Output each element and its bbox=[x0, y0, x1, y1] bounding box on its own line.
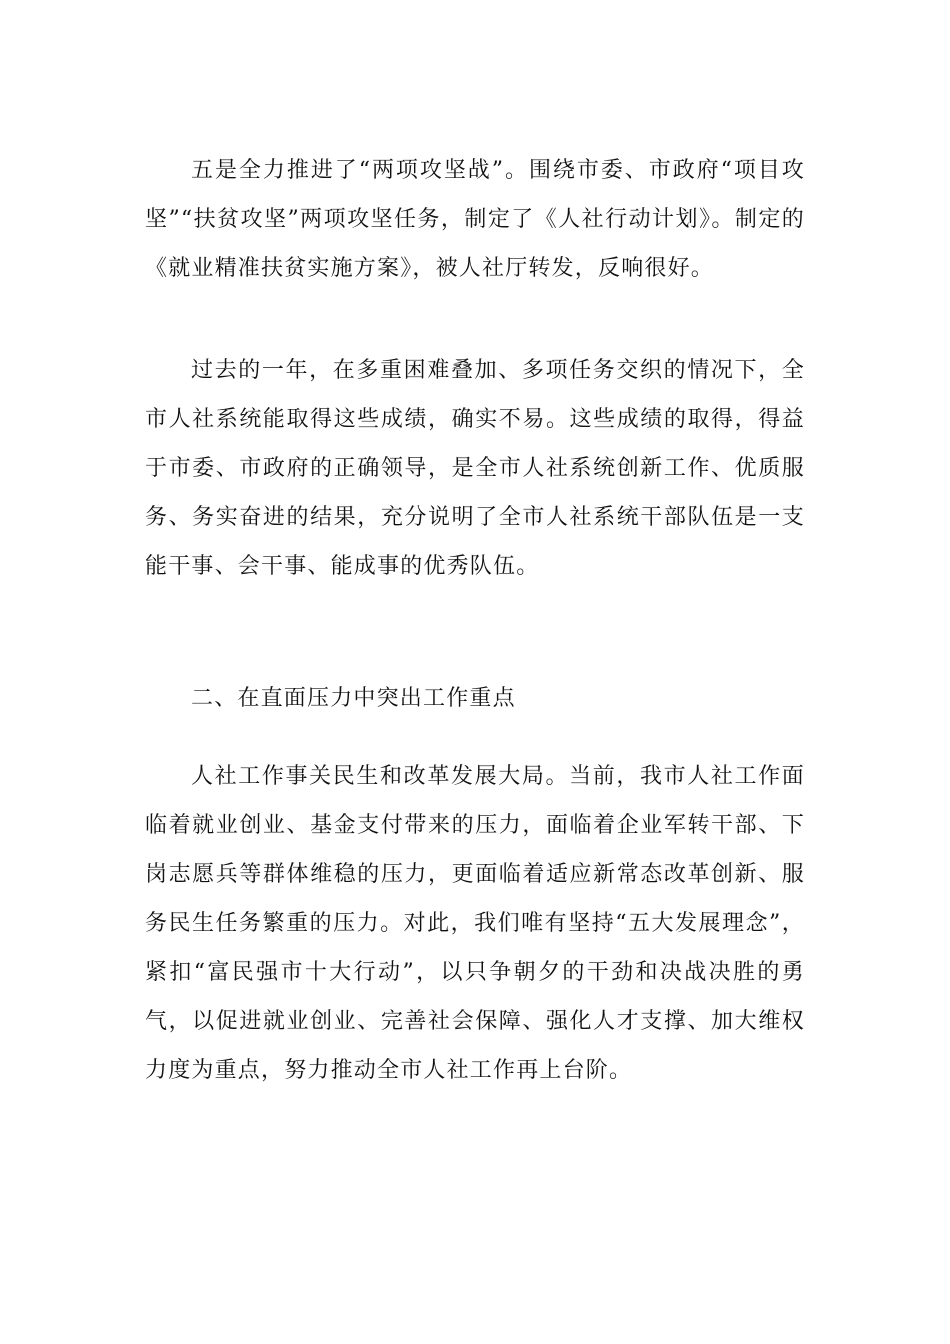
section-heading: 二、在直面压力中突出工作重点 bbox=[191, 686, 516, 711]
paragraph-two-campaigns: 五是全力推进了“两项攻坚战”。围绕市委、市政府“项目攻坚”“扶贫攻坚”两项攻坚任务，制定了《人社行动计划》。制定的《就业精准扶贫实施方案》，被人社厅转发，反响很好。 bbox=[145, 158, 805, 281]
paragraph-past-year-summary: 过去的一年，在多重困难叠加、多项任务交织的情况下，全市人社系统能取得这些成绩，确实不易。这些成绩的取得，得益于市委、市政府的正确领导，是全市人社系统创新工作、优质服务、务实奋进的结果，充分说明了全市人社系统干部队伍是一支能干事、会干事、能成事的优秀队伍。 bbox=[145, 358, 805, 579]
paragraph-work-priorities: 人社工作事关民生和改革发展大局。当前，我市人社工作面临着就业创业、基金支付带来的压力，面临着企业军转干部、下岗志愿兵等群体维稳的压力，更面临着适应新常态改革创新、服务民生任务繁重的压力。对此，我们唯有坚持“五大发展理念”，紧扣“富民强市十大行动”，以只争朝夕的干劲和决战决胜的勇气，以促进就业创业、完善社会保障、强化人才支撑、加大维权力度为重点，努力推动全市人社工作再上台阶。 bbox=[145, 764, 805, 1083]
